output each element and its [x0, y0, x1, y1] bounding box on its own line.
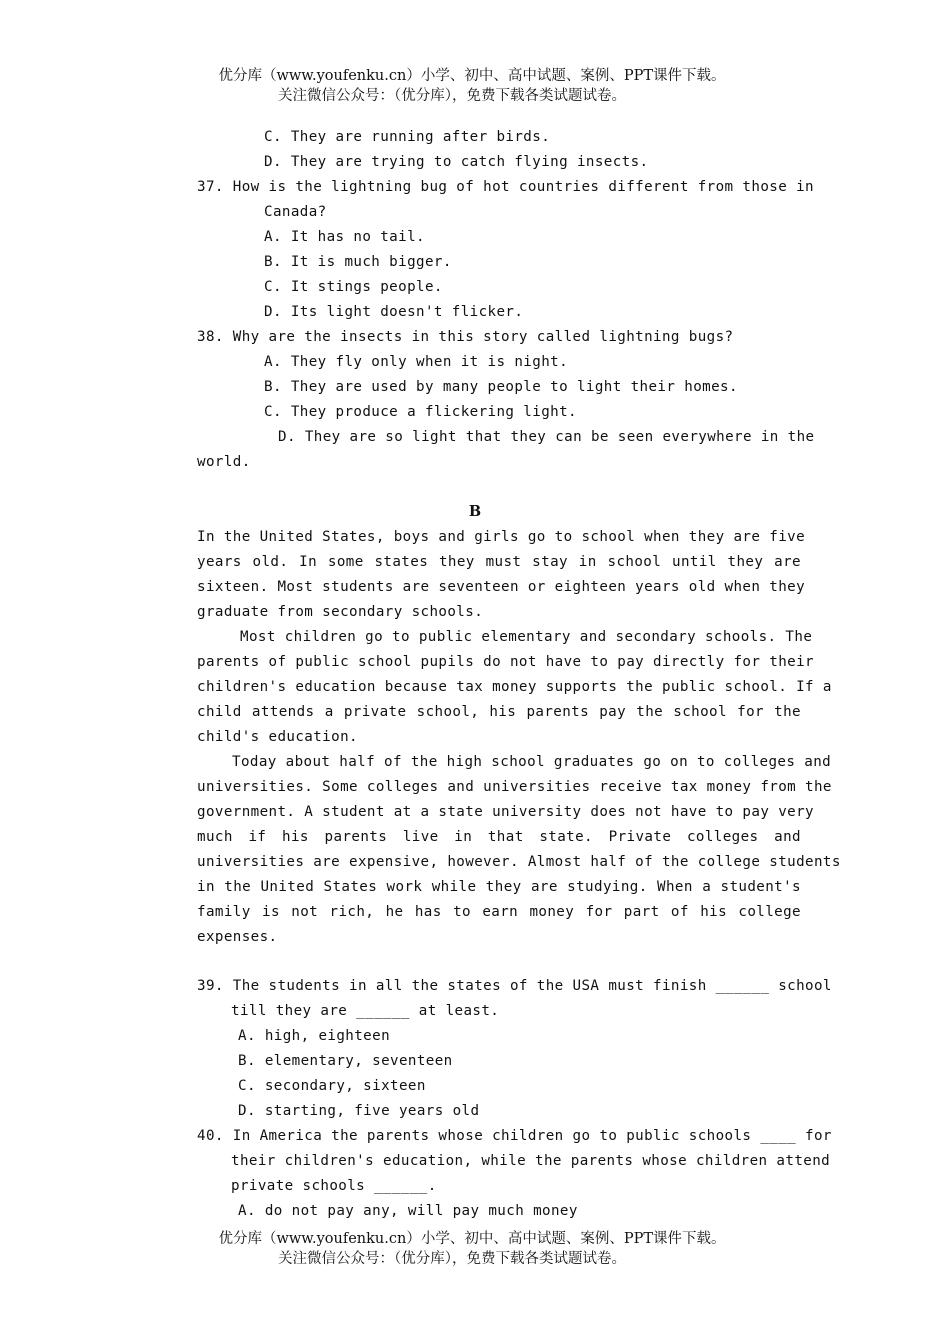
section-b-title: B	[468, 503, 482, 520]
q40-option-a: A. do not pay any, will pay much money	[238, 1203, 578, 1219]
q40-stem-line-1: 40. In America the parents whose children go to public schools ____ for	[197, 1128, 832, 1144]
passage-b-p3-line-8: expenses.	[197, 929, 278, 945]
passage-b-p3-line-4: much if his parents live in that state. Private colleges and	[197, 829, 801, 845]
q37-stem-line-2: Canada?	[264, 204, 327, 220]
passage-b-p3-line-2: universities. Some colleges and universities receive tax money from the	[197, 779, 832, 795]
q37-option-a: A. It has no tail.	[264, 229, 425, 245]
q37-option-b: B. It is much bigger.	[264, 254, 452, 270]
q37-stem-line-1: 37. How is the lightning bug of hot countries different from those in	[197, 179, 814, 195]
passage-b-p2-line-5: child's education.	[197, 729, 358, 745]
q39-stem-line-1: 39. The students in all the states of the USA must finish ______ school	[197, 978, 832, 994]
q38-option-c: C. They produce a flickering light.	[264, 404, 577, 420]
q36-option-d: D. They are trying to catch flying insects.	[264, 154, 649, 170]
passage-b-p3-line-7: family is not rich, he has to earn money for part of his college	[197, 904, 801, 920]
q40-stem-line-3: private schools ______.	[231, 1178, 437, 1194]
passage-b-p1-line-4: graduate from secondary schools.	[197, 604, 484, 620]
q38-option-d-line-1: D. They are so light that they can be seen everywhere in the	[278, 429, 815, 445]
q39-option-b: B. elementary, seventeen	[238, 1053, 453, 1069]
q38-stem: 38. Why are the insects in this story called lightning bugs?	[197, 329, 734, 345]
passage-b-p3-line-1: Today about half of the high school graduates go on to colleges and	[232, 754, 832, 770]
q40-stem-line-2: their children's education, while the parents whose children attend	[231, 1153, 831, 1169]
q38-option-a: A. They fly only when it is night.	[264, 354, 569, 370]
passage-b-p2-line-4: child attends a private school, his parents pay the school for the	[197, 704, 801, 720]
footer-line-1: 优分库（www.youfenku.cn）小学、初中、高中试题、案例、PPT课件下载。	[218, 1231, 726, 1247]
q38-option-d-line-2: world.	[197, 454, 251, 470]
q36-option-c: C. They are running after birds.	[264, 129, 551, 145]
passage-b-p2-line-1: Most children go to public elementary and secondary schools. The	[240, 629, 813, 645]
passage-b-p3-line-3: government. A student at a state university does not have to pay very	[197, 804, 814, 820]
passage-b-p3-line-5: universities are expensive, however. Almost half of the college students	[197, 854, 841, 870]
q39-option-c: C. secondary, sixteen	[238, 1078, 426, 1094]
passage-b-p2-line-2: parents of public school pupils do not have to pay directly for their	[197, 654, 814, 670]
passage-b-p1-line-1: In the United States, boys and girls go to school when they are five	[197, 529, 806, 545]
q39-stem-line-2: till they are ______ at least.	[231, 1003, 500, 1019]
header-line-2: 关注微信公众号：（优分库），免费下载各类试题试卷。	[278, 88, 626, 104]
passage-b-p1-line-2: years old. In some states they must stay in school until they are	[197, 554, 801, 570]
q37-option-c: C. It stings people.	[264, 279, 443, 295]
header-line-1: 优分库（www.youfenku.cn）小学、初中、高中试题、案例、PPT课件下载。	[218, 68, 726, 84]
passage-b-p3-line-6: in the United States work while they are studying. When a student's	[197, 879, 801, 895]
footer-line-2: 关注微信公众号：（优分库），免费下载各类试题试卷。	[278, 1251, 626, 1267]
passage-b-p1-line-3: sixteen. Most students are seventeen or eighteen years old when they	[197, 579, 806, 595]
q39-option-d: D. starting, five years old	[238, 1103, 480, 1119]
q39-option-a: A. high, eighteen	[238, 1028, 391, 1044]
q37-option-d: D. Its light doesn't flicker.	[264, 304, 524, 320]
passage-b-p2-line-3: children's education because tax money supports the public school. If a	[197, 679, 832, 695]
q38-option-b: B. They are used by many people to light their homes.	[264, 379, 738, 395]
